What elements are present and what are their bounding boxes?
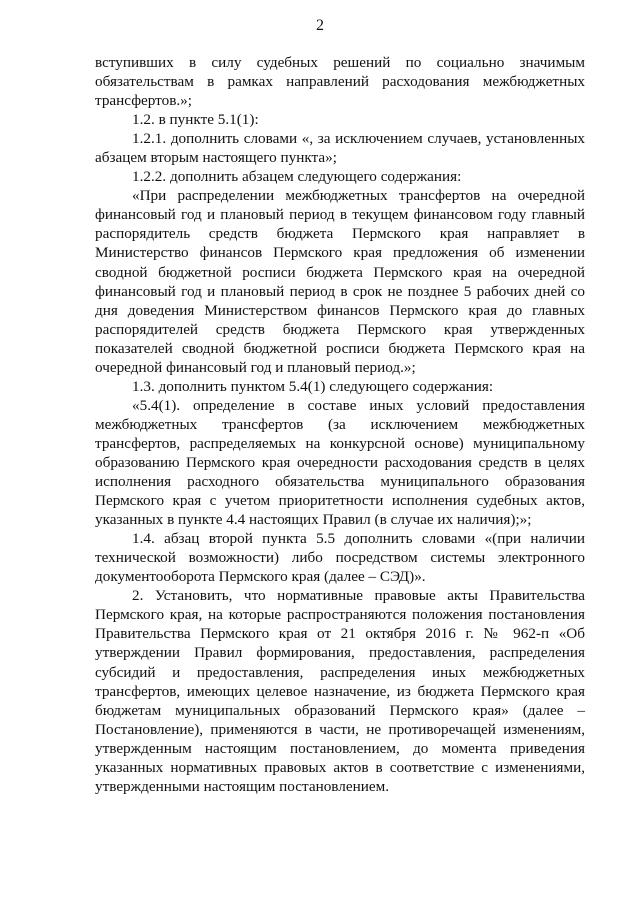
paragraph-item-1-2: 1.2. в пункте 5.1(1): (132, 111, 259, 129)
paragraph-item-1-4: 1.4. абзац второй пункта 5.5 дополнить словами «(при наличии технической возможности) либо посредством системы электронного документооборота Пермского края (далее – СЭД)». (95, 530, 585, 586)
paragraph-continuation: вступивших в силу судебных решений по социально значимым обязательствам в рамках направлений расходования межбюджетных трансфертов.»; (95, 54, 585, 110)
paragraph-item-2: 2. Установить, что нормативные правовые акты Правительства Пермского края, на которые распространяются положения постановления Правительства Пермского края от 21 октября 2016 г. № 962-п «Об утверждении Правил формирования, предоставления, распределения субсидий и предоставления, распределения иных межбюджетных трансфертов, имеющих целевое назначение, из бюджета Пермского края бюджетам муниципальных образований Пермского края» (далее – Постановление), применяются в части, не противоречащей изменениям, утвержденным настоящим постановлением, до момента приведения указанных нормативных правовых актов в соответствие с изменениями, утвержденными настоящим постановлением. (95, 587, 585, 795)
document-body (95, 53, 585, 796)
page-number: 2 (316, 17, 324, 34)
paragraph-item-1-3: 1.3. дополнить пунктом 5.4(1) следующего содержания: (132, 377, 494, 395)
paragraph-item-1-2-1: 1.2.1. дополнить словами «, за исключением случаев, установленных абзацем вторым настоящего пункта»; (95, 130, 585, 167)
paragraph-item-5-4-1: «5.4(1). определение в составе иных условий предоставления межбюджетных трансфертов (за исключением межбюджетных трансфертов, распределяемых на конкурсной основе) муниципальному образованию Пермского края очередности расходования средств в целях исполнения расходного обязательства муниципального образования Пермского края с учетом приоритетности исполнения судебных актов, указанных в пункте 4.4 настоящих Правил (в случае их наличия);»; (95, 396, 585, 529)
paragraph-quoted-addition: «При распределении межбюджетных трансфертов на очередной финансовый год и плановый период в текущем финансовом году главный распорядитель средств бюджета Пермского края направляет в Министерство финансов Пермского края предложения об изменении сводной бюджетной росписи бюджета Пермского края на очередной финансовый год и плановый период в срок не позднее 5 рабочих дней со дня доведения Министерством финансов Пермского края до главных распорядителей средств бюджета Пермского края утвержденных показателей сводной бюджетной росписи бюджета Пермского края на очередной финансовый год и плановый период.»; (95, 187, 585, 376)
paragraph-item-1-2-2: 1.2.2. дополнить абзацем следующего содержания: (132, 168, 462, 186)
